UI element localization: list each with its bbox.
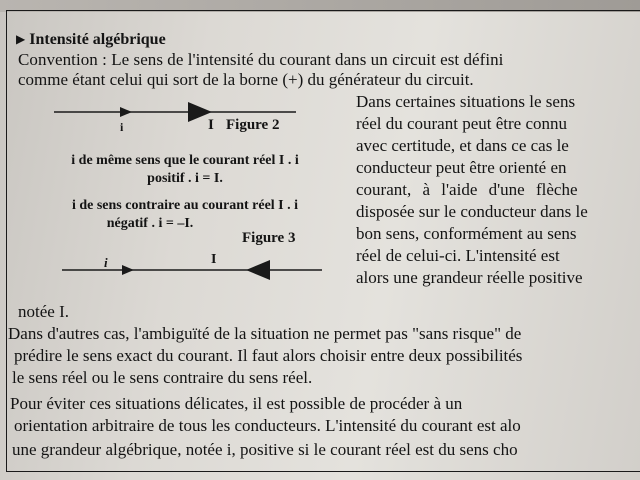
- figure-3-label-I: I: [211, 252, 217, 267]
- figure-3-text-line-2: négatif . i = –I.: [106, 216, 194, 231]
- convention-line-1: Convention : Le sens de l'intensité du courant dans un circuit est défini: [18, 50, 504, 69]
- right-line-7: bon sens, conformément au sens: [356, 224, 577, 243]
- right-line-4: conducteur peut être orienté en: [356, 158, 567, 177]
- body-line-6: orientation arbitraire de tous les conducteurs. L'intensité du courant est alo: [14, 416, 521, 435]
- figure-2-label-I: I: [208, 117, 214, 133]
- figure-3-large-arrow-icon: [246, 260, 270, 280]
- body-line-4: le sens réel ou le sens contraire du sens réel.: [12, 368, 313, 387]
- figure-3-caption: Figure 3: [242, 230, 296, 246]
- right-line-9: alors une grandeur réelle positive: [356, 268, 583, 287]
- figure-2-small-arrow-icon: [120, 107, 132, 117]
- right-line-1: Dans certaines situations le sens: [356, 92, 576, 111]
- figure-2-caption: Figure 2: [226, 117, 280, 133]
- right-line-6: disposée sur le conducteur dans le: [356, 202, 588, 221]
- right-line-2: réel du courant peut être connu: [356, 114, 567, 133]
- figure-2-text-line-2: positif . i = I.: [147, 171, 223, 186]
- body-line-7: une grandeur algébrique, notée i, positive si le courant réel est du sens cho: [12, 440, 518, 459]
- convention-line-2: comme étant celui qui sort de la borne (+) du générateur du circuit.: [18, 70, 474, 89]
- figure-3-label-i: i: [104, 255, 108, 270]
- body-line-1: notée I.: [18, 302, 69, 321]
- body-line-2: Dans d'autres cas, l'ambiguïté de la situation ne permet pas "sans risque" de: [8, 324, 522, 343]
- right-line-3: avec certitude, et dans ce cas le: [356, 136, 569, 155]
- right-line-8: réel de celui-ci. L'intensité est: [356, 246, 560, 265]
- body-line-3: prédire le sens exact du courant. Il faut alors choisir entre deux possibilités: [14, 346, 523, 365]
- figure-2-diagram: [40, 98, 340, 138]
- heading-text: Intensité algébrique: [29, 31, 166, 48]
- body-line-5: Pour éviter ces situations délicates, il est possible de procéder à un: [10, 394, 463, 413]
- figure-2-text-line-1: [30, 151, 340, 170]
- figure-3-diagram: [50, 254, 350, 294]
- figure-3-text-line-1: i de sens contraire au courant réel I . i: [71, 198, 299, 213]
- bullet-triangle-icon: ▶: [16, 32, 26, 46]
- figure-2-text-1: i de même sens que le courant réel I . i: [71, 153, 299, 168]
- right-line-5: courant, à l'aide d'une flèche: [356, 180, 578, 199]
- section-heading: [16, 30, 166, 50]
- figure-3-small-arrow-icon: [122, 265, 134, 275]
- figure-2-label-i: i: [120, 120, 124, 134]
